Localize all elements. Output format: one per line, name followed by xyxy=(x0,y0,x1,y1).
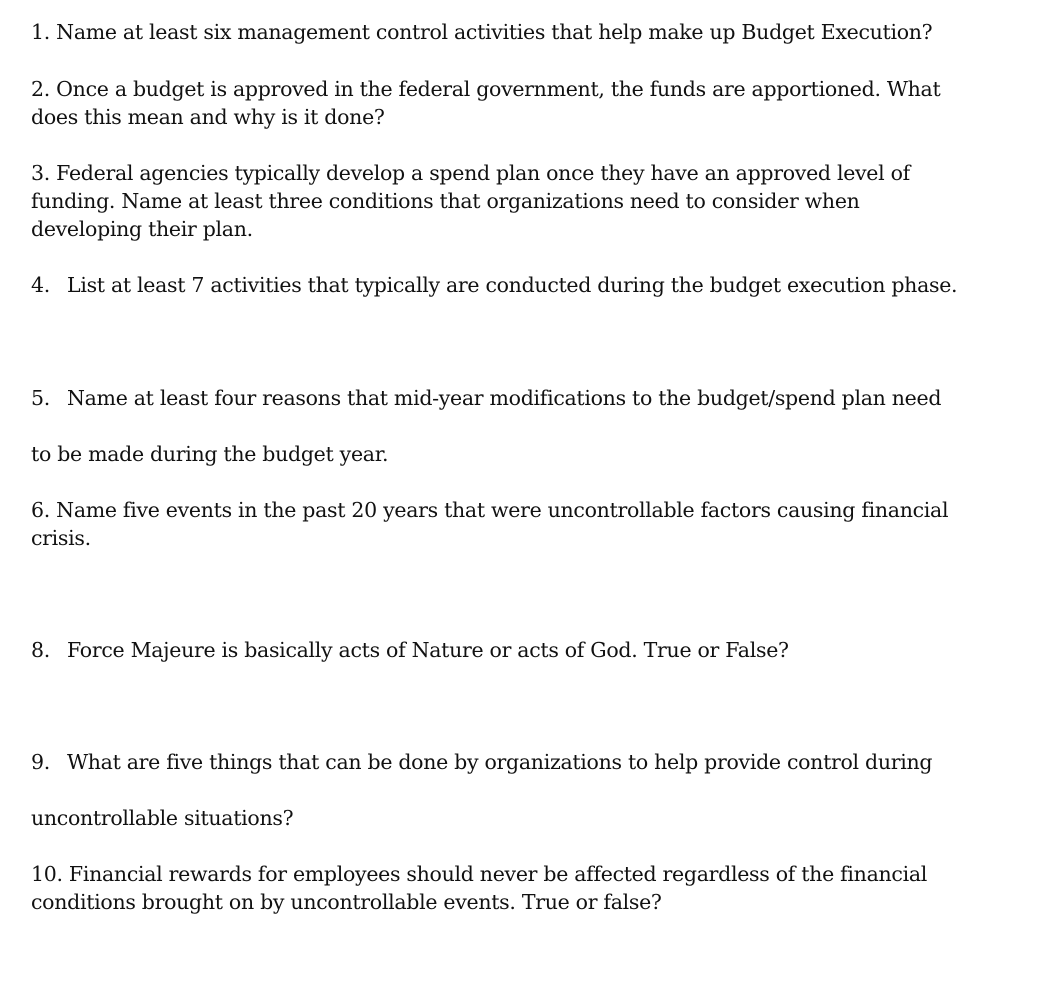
question-10-line-2: conditions brought on by uncontrollable events. True or false? xyxy=(31,890,662,914)
question-2-line-1: 2. Once a budget is approved in the federal government, the funds are apportioned. What xyxy=(31,77,941,101)
question-2-line-2: does this mean and why is it done? xyxy=(31,105,385,129)
question-4-number: 4. xyxy=(31,273,50,297)
question-5-line-2: to be made during the budget year. xyxy=(31,442,389,466)
question-9-number: 9. xyxy=(31,750,50,774)
question-3-line-2: funding. Name at least three conditions that organizations need to consider when xyxy=(31,189,860,213)
question-9-text: What are five things that can be done by organizations to help provide control during xyxy=(67,750,933,774)
question-9-line-2: uncontrollable situations? xyxy=(31,806,294,830)
question-5 xyxy=(31,384,941,412)
question-1-line-1: 1. Name at least six management control activities that help make up Budget Execution? xyxy=(31,20,933,44)
question-4-text: List at least 7 activities that typically are conducted during the budget execution phase. xyxy=(67,273,958,297)
question-4 xyxy=(31,271,957,299)
question-5-number: 5. xyxy=(31,386,50,410)
question-3-line-3: developing their plan. xyxy=(31,217,253,241)
question-10-line-1: 10. Financial rewards for employees should never be affected regardless of the financial xyxy=(31,862,928,886)
question-8 xyxy=(31,636,789,664)
question-3-line-1: 3. Federal agencies typically develop a spend plan once they have an approved level of xyxy=(31,161,910,185)
question-5-text: Name at least four reasons that mid-year modifications to the budget/spend plan need xyxy=(67,386,942,410)
question-8-text: Force Majeure is basically acts of Nature or acts of God. True or False? xyxy=(67,638,789,662)
question-8-number: 8. xyxy=(31,638,50,662)
question-6-line-1: 6. Name five events in the past 20 years that were uncontrollable factors causing financial xyxy=(31,498,949,522)
question-6-line-2: crisis. xyxy=(31,526,91,550)
question-9 xyxy=(31,748,932,776)
